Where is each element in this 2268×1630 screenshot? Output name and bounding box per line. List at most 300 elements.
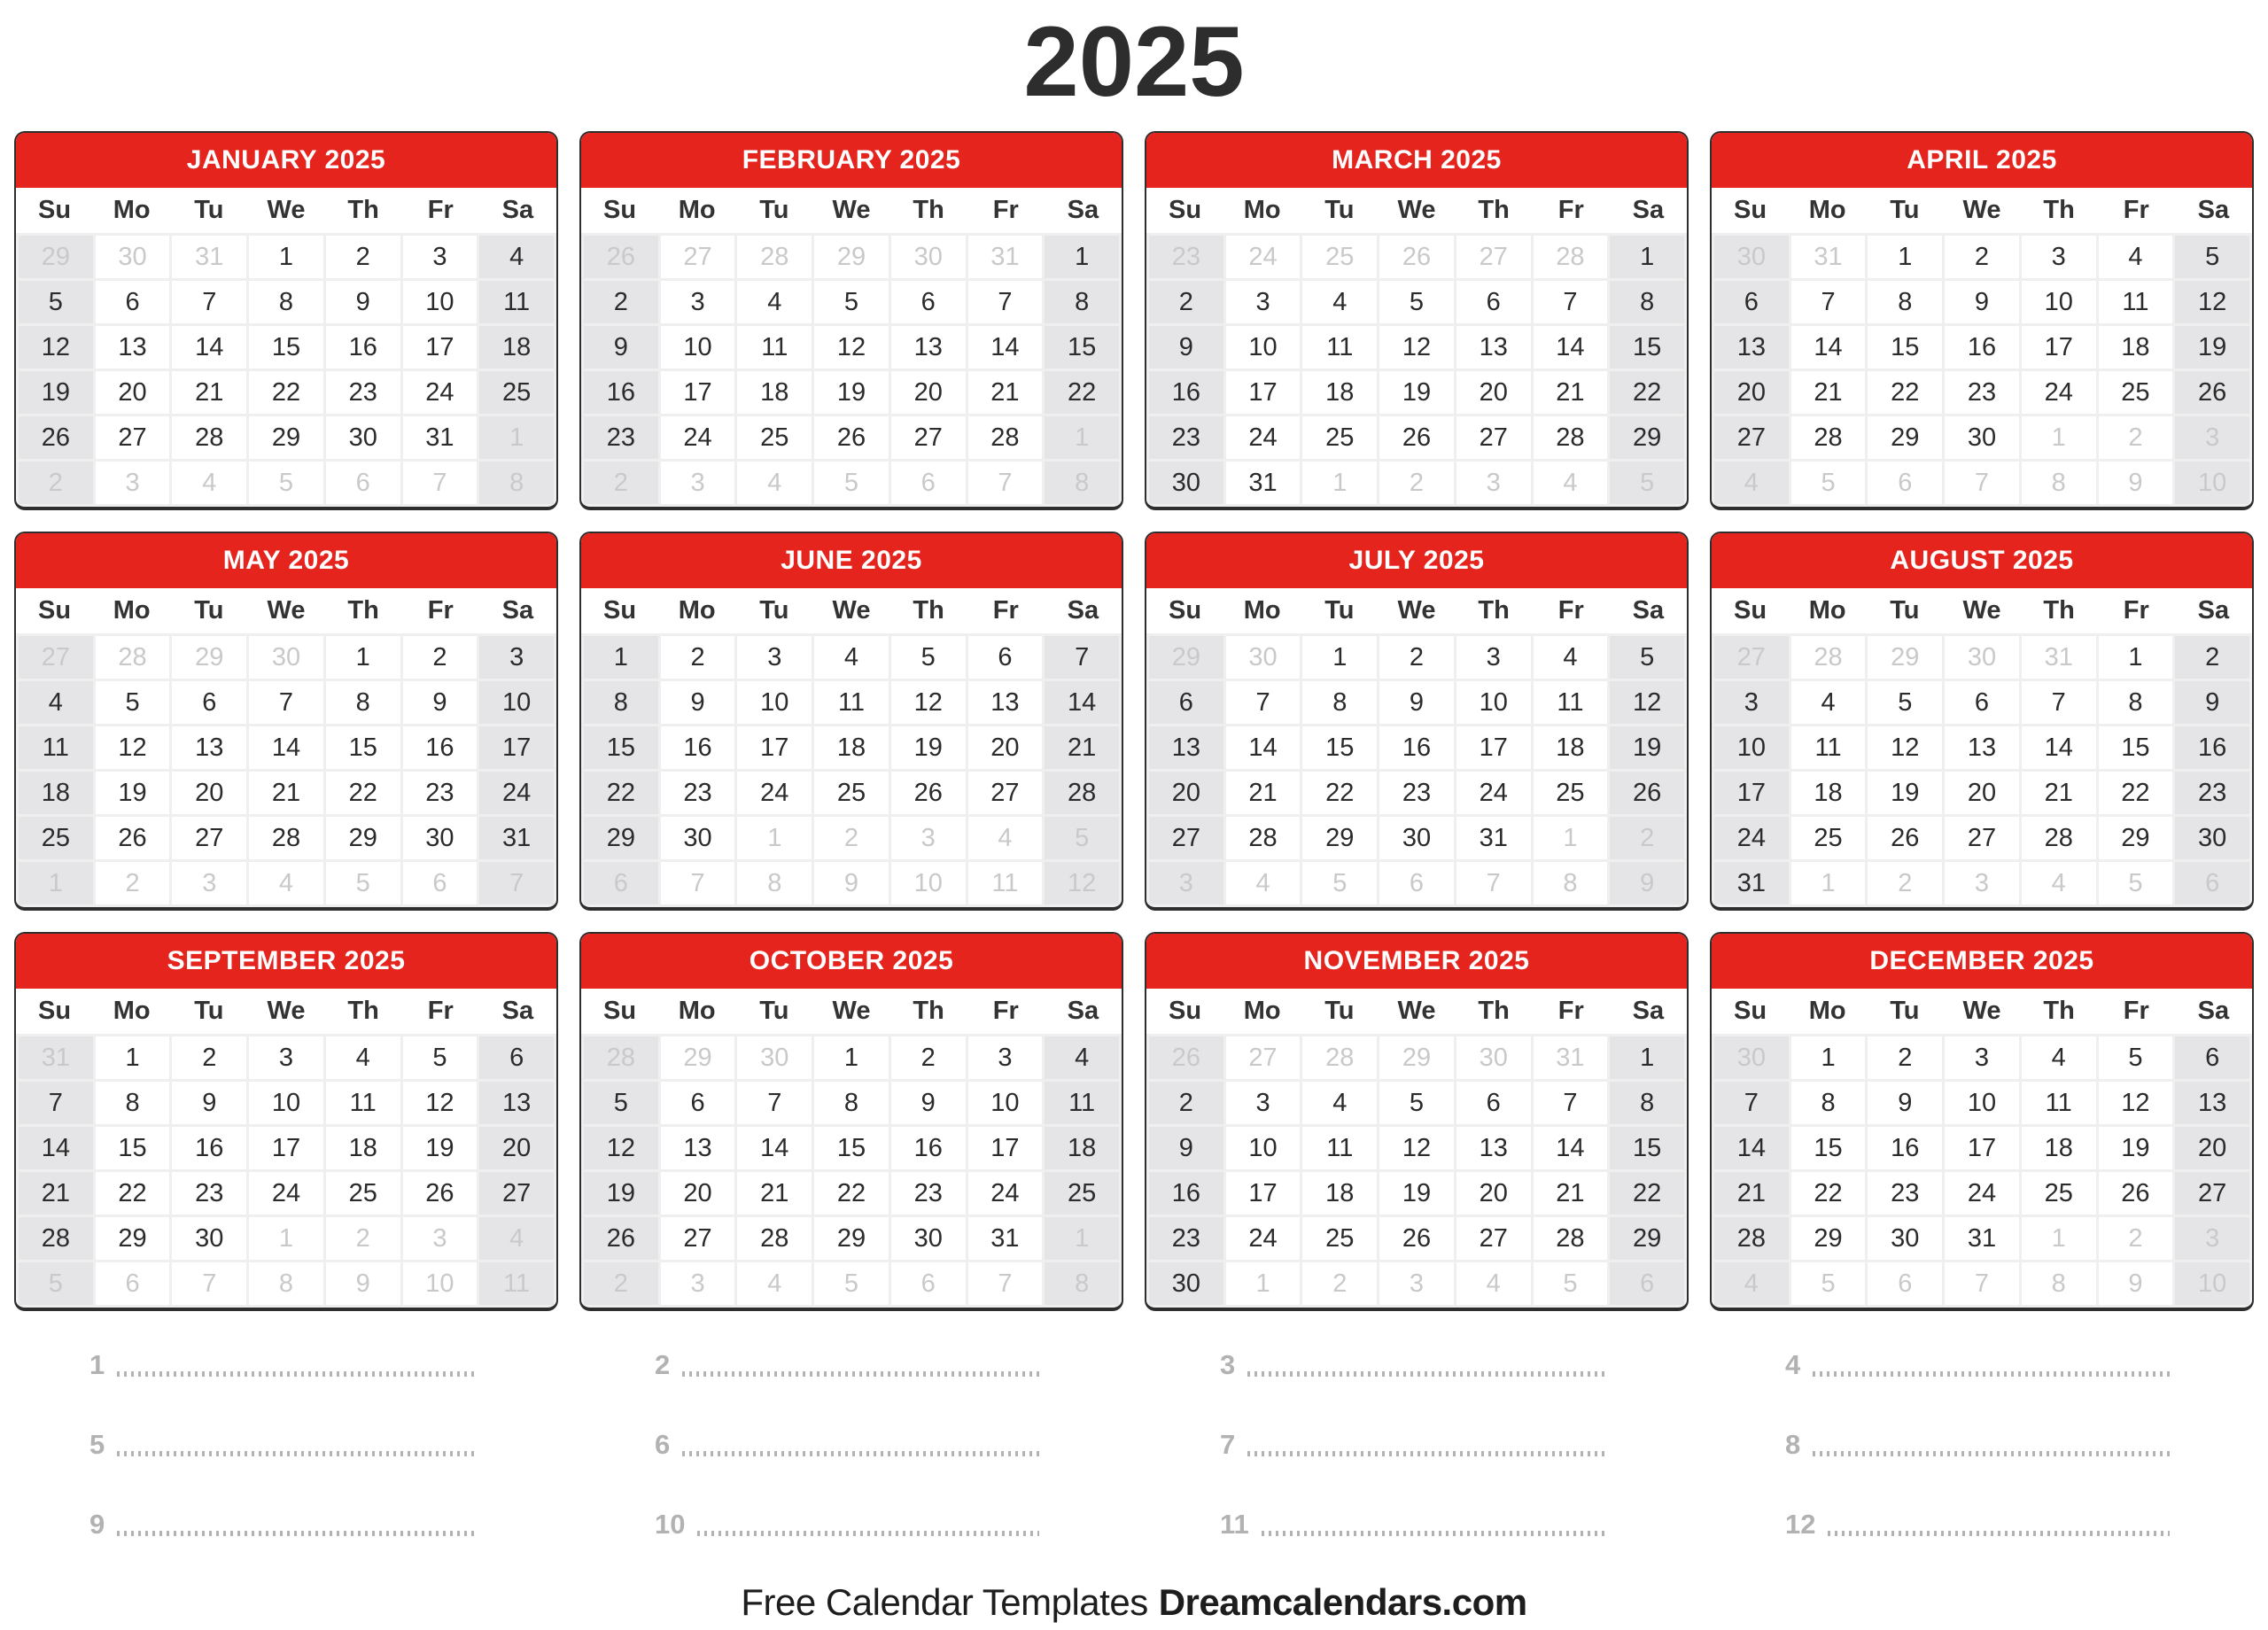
note-dotted-line bbox=[117, 1371, 474, 1377]
weekday-header-row bbox=[16, 588, 556, 633]
day-cell: 5 bbox=[2175, 236, 2249, 278]
day-cell: 10 bbox=[2175, 1262, 2249, 1305]
day-cell: 25 bbox=[2099, 371, 2173, 414]
footer-brand-link[interactable]: Dreamcalendars.com bbox=[1158, 1581, 1527, 1623]
day-cell: 30 bbox=[249, 636, 323, 679]
day-cell: 30 bbox=[1714, 1036, 1789, 1079]
weekday-label: Tu bbox=[194, 997, 224, 1025]
note-line-item bbox=[14, 1417, 558, 1458]
day-cell: 4 bbox=[2022, 1036, 2096, 1079]
day-cell: 16 bbox=[1149, 1172, 1223, 1215]
weekday-label: We bbox=[1397, 596, 1436, 625]
weekday-header-row bbox=[1146, 989, 1687, 1034]
note-line-item bbox=[579, 1417, 1123, 1458]
day-cell: 8 bbox=[249, 281, 323, 323]
day-cell: 15 bbox=[1610, 1127, 1684, 1169]
day-cell: 2 bbox=[584, 462, 658, 504]
day-cell: 9 bbox=[403, 681, 478, 724]
day-cell: 4 bbox=[2099, 236, 2173, 278]
day-cell: 7 bbox=[1456, 862, 1531, 904]
weekday-label: Th bbox=[913, 997, 944, 1025]
day-cell: 12 bbox=[1868, 726, 1942, 769]
weekday-label: Mo bbox=[1243, 596, 1281, 625]
month-title: JANUARY 2025 bbox=[16, 133, 556, 188]
day-cell: 20 bbox=[96, 371, 170, 414]
day-cell: 6 bbox=[1379, 862, 1454, 904]
day-cell: 9 bbox=[1868, 1082, 1942, 1124]
day-cell: 7 bbox=[1945, 1262, 2019, 1305]
month-title: AUGUST 2025 bbox=[1712, 533, 2252, 588]
day-cell: 28 bbox=[968, 416, 1043, 459]
weekday-label: Mo bbox=[1243, 196, 1281, 224]
day-cell: 26 bbox=[584, 236, 658, 278]
day-cell: 18 bbox=[2099, 326, 2173, 369]
weekday-header-row bbox=[1712, 989, 2252, 1034]
day-cell: 6 bbox=[2175, 1036, 2249, 1079]
weekday-label: Fr bbox=[1557, 596, 1584, 625]
day-cell: 13 bbox=[479, 1082, 554, 1124]
day-cell: 21 bbox=[1791, 371, 1866, 414]
day-cell: 14 bbox=[1534, 326, 1608, 369]
day-cell: 30 bbox=[2175, 817, 2249, 859]
day-cell: 22 bbox=[1045, 371, 1119, 414]
day-cell: 2 bbox=[96, 862, 170, 904]
day-cell: 7 bbox=[968, 1262, 1043, 1305]
day-cell: 25 bbox=[19, 817, 93, 859]
day-cell: 15 bbox=[249, 326, 323, 369]
day-cell: 7 bbox=[1945, 462, 2019, 504]
days-grid bbox=[581, 236, 1122, 507]
day-cell: 16 bbox=[584, 371, 658, 414]
day-cell: 5 bbox=[1791, 1262, 1866, 1305]
note-line-item bbox=[1145, 1338, 1689, 1378]
day-cell: 31 bbox=[1714, 862, 1789, 904]
day-cell: 18 bbox=[1534, 726, 1608, 769]
weekday-label: Fr bbox=[1557, 997, 1584, 1025]
day-cell: 9 bbox=[1379, 681, 1454, 724]
day-cell: 9 bbox=[1149, 326, 1223, 369]
day-cell: 3 bbox=[1226, 1082, 1301, 1124]
day-cell: 30 bbox=[1149, 462, 1223, 504]
note-dotted-line bbox=[1813, 1451, 2170, 1456]
day-cell: 6 bbox=[96, 281, 170, 323]
day-cell: 5 bbox=[1379, 281, 1454, 323]
weekday-label: Fr bbox=[992, 596, 1019, 625]
day-cell: 29 bbox=[814, 1217, 889, 1260]
day-cell: 9 bbox=[2099, 462, 2173, 504]
day-cell: 10 bbox=[1456, 681, 1531, 724]
weekday-label: We bbox=[267, 997, 306, 1025]
day-cell: 9 bbox=[2099, 1262, 2173, 1305]
day-cell: 23 bbox=[661, 772, 735, 814]
day-cell: 29 bbox=[814, 236, 889, 278]
day-cell: 30 bbox=[1456, 1036, 1531, 1079]
day-cell: 3 bbox=[172, 862, 246, 904]
day-cell: 2 bbox=[326, 236, 400, 278]
day-cell: 29 bbox=[661, 1036, 735, 1079]
weekday-label: Sa bbox=[1632, 997, 1665, 1025]
day-cell: 18 bbox=[479, 326, 554, 369]
day-cell: 3 bbox=[661, 462, 735, 504]
day-cell: 30 bbox=[1149, 1262, 1223, 1305]
day-cell: 10 bbox=[891, 862, 966, 904]
day-cell: 5 bbox=[1791, 462, 1866, 504]
day-cell: 8 bbox=[96, 1082, 170, 1124]
day-cell: 16 bbox=[403, 726, 478, 769]
day-cell: 15 bbox=[1302, 726, 1377, 769]
day-cell: 7 bbox=[172, 1262, 246, 1305]
day-cell: 30 bbox=[1945, 636, 2019, 679]
day-cell: 8 bbox=[2099, 681, 2173, 724]
day-cell: 29 bbox=[249, 416, 323, 459]
day-cell: 21 bbox=[1534, 371, 1608, 414]
day-cell: 19 bbox=[19, 371, 93, 414]
day-cell: 27 bbox=[172, 817, 246, 859]
day-cell: 24 bbox=[249, 1172, 323, 1215]
day-cell: 12 bbox=[96, 726, 170, 769]
day-cell: 3 bbox=[661, 1262, 735, 1305]
day-cell: 15 bbox=[1868, 326, 1942, 369]
day-cell: 5 bbox=[1379, 1082, 1454, 1124]
weekday-label: Fr bbox=[427, 196, 454, 224]
weekday-label: Sa bbox=[1067, 997, 1099, 1025]
day-cell: 3 bbox=[479, 636, 554, 679]
day-cell: 30 bbox=[891, 1217, 966, 1260]
day-cell: 10 bbox=[2175, 462, 2249, 504]
days-grid bbox=[1712, 236, 2252, 507]
day-cell: 8 bbox=[1302, 681, 1377, 724]
day-cell: 7 bbox=[661, 862, 735, 904]
day-cell: 26 bbox=[1379, 1217, 1454, 1260]
day-cell: 9 bbox=[2175, 681, 2249, 724]
day-cell: 3 bbox=[1945, 862, 2019, 904]
day-cell: 21 bbox=[1226, 772, 1301, 814]
day-cell: 4 bbox=[1302, 281, 1377, 323]
day-cell: 5 bbox=[2099, 1036, 2173, 1079]
day-cell: 25 bbox=[1302, 416, 1377, 459]
weekday-header-row bbox=[1146, 588, 1687, 633]
day-cell: 7 bbox=[19, 1082, 93, 1124]
weekday-label: Mo bbox=[1808, 596, 1846, 625]
month-title: APRIL 2025 bbox=[1712, 133, 2252, 188]
day-cell: 6 bbox=[1868, 462, 1942, 504]
month-december bbox=[1710, 932, 2254, 1311]
day-cell: 14 bbox=[19, 1127, 93, 1169]
day-cell: 21 bbox=[249, 772, 323, 814]
day-cell: 28 bbox=[172, 416, 246, 459]
day-cell: 18 bbox=[326, 1127, 400, 1169]
day-cell: 4 bbox=[814, 636, 889, 679]
day-cell: 5 bbox=[19, 1262, 93, 1305]
day-cell: 2 bbox=[403, 636, 478, 679]
day-cell: 14 bbox=[1226, 726, 1301, 769]
weekday-label: Su bbox=[38, 596, 72, 625]
day-cell: 3 bbox=[1456, 462, 1531, 504]
weekday-label: Th bbox=[1478, 196, 1510, 224]
day-cell: 16 bbox=[1149, 371, 1223, 414]
day-cell: 30 bbox=[891, 236, 966, 278]
day-cell: 10 bbox=[249, 1082, 323, 1124]
day-cell: 19 bbox=[1868, 772, 1942, 814]
weekday-header-row bbox=[1712, 188, 2252, 233]
day-cell: 3 bbox=[1945, 1036, 2019, 1079]
weekday-label: Sa bbox=[1632, 196, 1665, 224]
day-cell: 2 bbox=[891, 1036, 966, 1079]
day-cell: 1 bbox=[584, 636, 658, 679]
day-cell: 29 bbox=[1868, 636, 1942, 679]
day-cell: 21 bbox=[968, 371, 1043, 414]
day-cell: 3 bbox=[1226, 281, 1301, 323]
day-cell: 26 bbox=[403, 1172, 478, 1215]
note-dotted-line bbox=[1247, 1451, 1604, 1456]
day-cell: 22 bbox=[584, 772, 658, 814]
day-cell: 3 bbox=[2175, 416, 2249, 459]
day-cell: 10 bbox=[737, 681, 812, 724]
weekday-label: Th bbox=[347, 997, 379, 1025]
weekday-label: Fr bbox=[2123, 596, 2149, 625]
day-cell: 31 bbox=[1791, 236, 1866, 278]
note-number: 9 bbox=[89, 1509, 105, 1540]
day-cell: 27 bbox=[19, 636, 93, 679]
weekday-header-row bbox=[1712, 588, 2252, 633]
month-title: OCTOBER 2025 bbox=[581, 934, 1122, 989]
weekday-label: Fr bbox=[992, 997, 1019, 1025]
day-cell: 26 bbox=[19, 416, 93, 459]
day-cell: 3 bbox=[891, 817, 966, 859]
day-cell: 30 bbox=[1379, 817, 1454, 859]
day-cell: 1 bbox=[1610, 236, 1684, 278]
day-cell: 12 bbox=[403, 1082, 478, 1124]
day-cell: 1 bbox=[1226, 1262, 1301, 1305]
day-cell: 1 bbox=[326, 636, 400, 679]
day-cell: 23 bbox=[891, 1172, 966, 1215]
weekday-label: Sa bbox=[501, 997, 534, 1025]
day-cell: 13 bbox=[661, 1127, 735, 1169]
weekday-label: Fr bbox=[2123, 997, 2149, 1025]
day-cell: 27 bbox=[1456, 236, 1531, 278]
weekday-label: We bbox=[1962, 997, 2001, 1025]
day-cell: 25 bbox=[479, 371, 554, 414]
day-cell: 17 bbox=[1945, 1127, 2019, 1169]
day-cell: 16 bbox=[2175, 726, 2249, 769]
weekday-label: Tu bbox=[759, 196, 789, 224]
day-cell: 8 bbox=[1610, 1082, 1684, 1124]
note-line-item bbox=[579, 1497, 1123, 1538]
day-cell: 8 bbox=[584, 681, 658, 724]
day-cell: 29 bbox=[584, 817, 658, 859]
day-cell: 7 bbox=[968, 281, 1043, 323]
day-cell: 22 bbox=[1610, 1172, 1684, 1215]
day-cell: 8 bbox=[479, 462, 554, 504]
day-cell: 6 bbox=[1868, 1262, 1942, 1305]
weekday-header-row bbox=[581, 188, 1122, 233]
day-cell: 10 bbox=[1714, 726, 1789, 769]
day-cell: 12 bbox=[19, 326, 93, 369]
note-number: 2 bbox=[655, 1349, 671, 1380]
day-cell: 4 bbox=[1714, 1262, 1789, 1305]
days-grid bbox=[1712, 1036, 2252, 1308]
day-cell: 18 bbox=[1791, 772, 1866, 814]
day-cell: 11 bbox=[2099, 281, 2173, 323]
day-cell: 21 bbox=[737, 1172, 812, 1215]
day-cell: 7 bbox=[737, 1082, 812, 1124]
day-cell: 7 bbox=[1226, 681, 1301, 724]
day-cell: 30 bbox=[1945, 416, 2019, 459]
day-cell: 28 bbox=[249, 817, 323, 859]
day-cell: 1 bbox=[96, 1036, 170, 1079]
weekday-label: Fr bbox=[2123, 196, 2149, 224]
weekday-label: Mo bbox=[678, 997, 716, 1025]
day-cell: 5 bbox=[249, 462, 323, 504]
day-cell: 5 bbox=[814, 281, 889, 323]
day-cell: 30 bbox=[96, 236, 170, 278]
day-cell: 17 bbox=[2022, 326, 2096, 369]
day-cell: 27 bbox=[661, 1217, 735, 1260]
day-cell: 28 bbox=[1226, 817, 1301, 859]
day-cell: 19 bbox=[584, 1172, 658, 1215]
day-cell: 1 bbox=[1302, 462, 1377, 504]
day-cell: 12 bbox=[891, 681, 966, 724]
weekday-label: We bbox=[1962, 196, 2001, 224]
day-cell: 21 bbox=[1045, 726, 1119, 769]
day-cell: 9 bbox=[814, 862, 889, 904]
weekday-label: Su bbox=[1734, 596, 1767, 625]
note-dotted-line bbox=[682, 1371, 1039, 1377]
day-cell: 17 bbox=[1714, 772, 1789, 814]
day-cell: 9 bbox=[326, 281, 400, 323]
weekday-label: Sa bbox=[1067, 596, 1099, 625]
day-cell: 22 bbox=[1302, 772, 1377, 814]
day-cell: 4 bbox=[479, 236, 554, 278]
day-cell: 18 bbox=[1045, 1127, 1119, 1169]
day-cell: 21 bbox=[2022, 772, 2096, 814]
weekday-label: Tu bbox=[194, 196, 224, 224]
day-cell: 3 bbox=[1379, 1262, 1454, 1305]
day-cell: 18 bbox=[2022, 1127, 2096, 1169]
day-cell: 30 bbox=[1868, 1217, 1942, 1260]
day-cell: 9 bbox=[1610, 862, 1684, 904]
footer bbox=[0, 1581, 2268, 1623]
day-cell: 4 bbox=[1534, 636, 1608, 679]
day-cell: 11 bbox=[968, 862, 1043, 904]
day-cell: 20 bbox=[1149, 772, 1223, 814]
weekday-label: Su bbox=[603, 196, 637, 224]
day-cell: 25 bbox=[1534, 772, 1608, 814]
day-cell: 26 bbox=[1610, 772, 1684, 814]
day-cell: 7 bbox=[249, 681, 323, 724]
day-cell: 17 bbox=[1226, 371, 1301, 414]
day-cell: 24 bbox=[1714, 817, 1789, 859]
day-cell: 11 bbox=[737, 326, 812, 369]
weekday-label: We bbox=[1962, 596, 2001, 625]
day-cell: 2 bbox=[1149, 281, 1223, 323]
weekday-label: We bbox=[832, 997, 871, 1025]
day-cell: 12 bbox=[1379, 326, 1454, 369]
day-cell: 2 bbox=[172, 1036, 246, 1079]
day-cell: 1 bbox=[1045, 1217, 1119, 1260]
day-cell: 31 bbox=[1456, 817, 1531, 859]
weekday-label: Th bbox=[913, 196, 944, 224]
day-cell: 1 bbox=[2099, 636, 2173, 679]
day-cell: 16 bbox=[661, 726, 735, 769]
day-cell: 31 bbox=[172, 236, 246, 278]
weekday-label: Mo bbox=[113, 196, 151, 224]
day-cell: 17 bbox=[1456, 726, 1531, 769]
day-cell: 22 bbox=[1791, 1172, 1866, 1215]
note-number: 3 bbox=[1220, 1349, 1236, 1380]
day-cell: 15 bbox=[2099, 726, 2173, 769]
day-cell: 13 bbox=[2175, 1082, 2249, 1124]
day-cell: 19 bbox=[2099, 1127, 2173, 1169]
note-line-item bbox=[579, 1338, 1123, 1378]
days-grid bbox=[1146, 636, 1687, 907]
month-november bbox=[1145, 932, 1689, 1311]
weekday-label: Tu bbox=[1324, 596, 1355, 625]
weekday-header-row bbox=[16, 989, 556, 1034]
day-cell: 13 bbox=[1456, 1127, 1531, 1169]
day-cell: 2 bbox=[2175, 636, 2249, 679]
day-cell: 8 bbox=[1045, 281, 1119, 323]
day-cell: 25 bbox=[737, 416, 812, 459]
weekday-label: Tu bbox=[759, 997, 789, 1025]
day-cell: 25 bbox=[1045, 1172, 1119, 1215]
weekday-label: Th bbox=[2043, 997, 2075, 1025]
day-cell: 17 bbox=[737, 726, 812, 769]
day-cell: 4 bbox=[1714, 462, 1789, 504]
weekday-label: Tu bbox=[1890, 997, 1920, 1025]
weekday-label: Fr bbox=[992, 196, 1019, 224]
day-cell: 6 bbox=[1945, 681, 2019, 724]
day-cell: 2 bbox=[2099, 416, 2173, 459]
day-cell: 27 bbox=[1226, 1036, 1301, 1079]
day-cell: 5 bbox=[814, 1262, 889, 1305]
day-cell: 21 bbox=[1714, 1172, 1789, 1215]
day-cell: 1 bbox=[1791, 1036, 1866, 1079]
day-cell: 27 bbox=[1714, 636, 1789, 679]
day-cell: 13 bbox=[1945, 726, 2019, 769]
day-cell: 28 bbox=[1045, 772, 1119, 814]
weekday-label: Tu bbox=[194, 596, 224, 625]
day-cell: 14 bbox=[1045, 681, 1119, 724]
weekday-label: We bbox=[832, 196, 871, 224]
day-cell: 27 bbox=[661, 236, 735, 278]
day-cell: 4 bbox=[479, 1217, 554, 1260]
day-cell: 2 bbox=[1610, 817, 1684, 859]
weekday-label: Tu bbox=[759, 596, 789, 625]
day-cell: 5 bbox=[403, 1036, 478, 1079]
day-cell: 11 bbox=[1534, 681, 1608, 724]
day-cell: 2 bbox=[661, 636, 735, 679]
day-cell: 2 bbox=[1379, 636, 1454, 679]
month-title: JULY 2025 bbox=[1146, 533, 1687, 588]
day-cell: 29 bbox=[96, 1217, 170, 1260]
day-cell: 31 bbox=[1534, 1036, 1608, 1079]
day-cell: 14 bbox=[1791, 326, 1866, 369]
day-cell: 25 bbox=[1302, 1217, 1377, 1260]
day-cell: 26 bbox=[891, 772, 966, 814]
month-june bbox=[579, 532, 1123, 911]
day-cell: 27 bbox=[968, 772, 1043, 814]
day-cell: 24 bbox=[968, 1172, 1043, 1215]
day-cell: 19 bbox=[1610, 726, 1684, 769]
note-dotted-line bbox=[682, 1451, 1039, 1456]
weekday-label: Tu bbox=[1324, 997, 1355, 1025]
day-cell: 10 bbox=[403, 281, 478, 323]
day-cell: 1 bbox=[814, 1036, 889, 1079]
day-cell: 9 bbox=[1149, 1127, 1223, 1169]
day-cell: 3 bbox=[2175, 1217, 2249, 1260]
day-cell: 3 bbox=[249, 1036, 323, 1079]
